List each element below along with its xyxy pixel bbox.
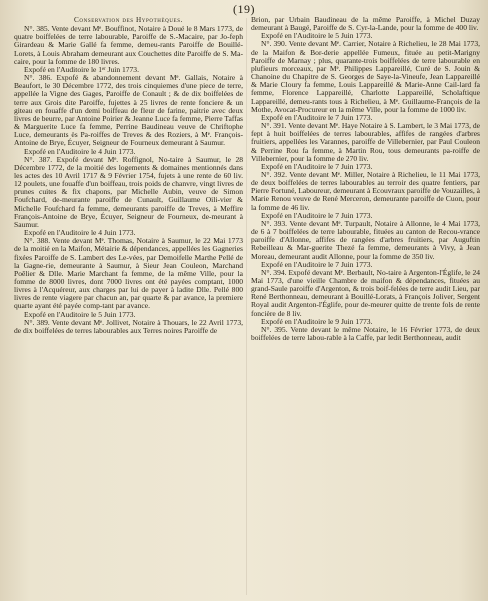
expose-line: Expofé en l'Auditoire le 5 Juin 1773.	[261, 31, 373, 41]
expose-line: Expofé en l'Auditoire le 7 Juin 1773.	[261, 259, 373, 269]
left-column	[14, 16, 243, 597]
page-number: (19)	[233, 2, 255, 16]
expose-line: Expofé en l'Auditoire le 7 Juin 1773.	[261, 112, 373, 122]
entry-389: N°. 389. Vente devant Mᵉ. Jollivet, Notaire à Thouars, le 22 Avril 1773, de dix boiffelées de terres labourables aux Terres noires Paroiffe de	[14, 317, 243, 335]
expose-line: Expofé en l'Auditoire le 7 Juin 1773.	[261, 210, 373, 220]
expose-line: Expofé en l'Auditoire le 4 Juin 1773.	[24, 146, 136, 156]
expose-line: Expofé en l'Auditoire le 5 Juin 1773.	[24, 309, 136, 319]
entry-393: N°. 393. Vente devant Mᵉ. Turpault, Notaire à Allonne, le 4 Mai 1773, de 6 à 7 boiffelées de terre labourable, fituées au canton de Recou-vrance paroiffe d'Allonne, affifes de rangées d'arbres fruitiers, par Auguftin Rebeilleau & Mar-guerite Thezé fa femme, demeurants à Vivy, à Jean Moreau, demeurant audit Allonne, pour la fomme de 350 liv.	[251, 218, 480, 261]
entry-395: N°. 395. Vente devant le même Notaire, le 16 Février 1773, de deux boiffelées de terre labou-rable à la Caffe, par ledit Berthonneau, audit	[251, 324, 480, 343]
entry-389-continued: Brion, par Urbain Baudineau de la même Paroiffe, à Michel Duzay demeurant à Baugé, Paroiffe de S. Cyr-la-Lande, pour la fomme de 400 liv.	[251, 16, 480, 33]
right-column	[251, 16, 480, 597]
entry-391: N°. 391. Vente devant Mᵉ. Haye Notaire à S. Lambert, le 3 Mai 1773, de fept à huit boiffelées de terres labourables, affifes de rangées d'arbres fruitiers, appellées les Varannes, paroiffe de Villebernier, par Paul Couleon & Perrine Rou fa femme, à Martin Rou, tous demeurants pa-roiffe de Villebernier, pour la fomme de 270 liv.	[251, 121, 480, 163]
expose-line: Expofé en l'Auditoire le 4 Juin 1773.	[24, 228, 136, 238]
expose-line: Expofé en l'Auditoire le 9 Juin 1773.	[261, 316, 373, 326]
entry-388: N°. 388. Vente devant Mᵉ. Thomas, Notaire à Saumur, le 22 Mai 1773 de la moitié en la Maifon, Métairie & dépendances, appellées les Gagneries fixées Paroiffe de S. Lambert des Le-vées, par Demoifelle Marthe Pellé de la Gagne-rie, demeurante à Saumur, à Sieur Jean Couleon, Marchand Poêlier & Dlle. Marie Marchant fa femme, de la même Ville, pour la fomme de 8000 livres, dont 7000 livres ont été payées comptant, 1000 livres à l'Acquéreur, aux charges par lui de payer à ladite Dlle. Pellé 800 livres de rente viagere par chacun an, par quarte & par avance, la premiere quarte ayant été payée comp-tant par avance.	[14, 236, 243, 311]
expose-line: Expofé en l'Auditoire le 1ᵉʳ Juin 1773.	[24, 64, 139, 74]
section-heading: Conservation des Hypothèques.	[74, 16, 183, 24]
text-columns	[14, 16, 480, 597]
entry-385: N°. 385. Vente devant Mᵉ. Bouffinot, Notaire à Doué le 8 Mars 1773, de quatre boiffelées de terre labourable, Paroiffe de S.-Macaire, par Jo-feph Girardeau & Marie Gallé fa femme, demeu-rants Paroiffe de Bouillé-Lorets, à Louis Abraham demeurant aux Couchettes dite Paroiffe de S. Ma-caire, pour la fomme de 180 livres.	[14, 24, 243, 66]
expose-line: Expofé en l'Auditoire le 7 Juin 1773.	[261, 161, 373, 171]
entry-390: N°. 390. Vente devant Mᵉ. Carrier, Notaire à Richelieu, le 28 Mai 1773, de la Maifon & Bor-derie appellée Fumeux, fituée au petit-Marigny Paroiffe de Marnay ; plus, quarante-trois boiffelées de terre labourable en plufieurs morceaux, par Mᵉ. Philippes Lappareillé, Curé de S. Jouin & Chanoine du Chapitre de S. Georges de Saye-la-Vineufe, Jean Lappareillé & Marie Cloury fa femme, Louis Lappareillé & Marie-Anne Cail-lard fa femme, Florence Lappareillé, Charlotte Lappareillé, Scholaftique Lappareillé, demeu-rants tous à Richelieu, à Mᵉ. Guillaume-François de la Mothe, Avocat-Procureur en la même Ville, pour la fomme de 1000 liv.	[251, 39, 480, 114]
entry-394: N°. 394. Expofé devant Mᵉ. Berbault, No-taire à Argenton-l'Églife, le 24 Mai 1773, d'une vieille Chambre de maifon & dépendances, fituées au grand-Saule paroiffe d'Argenton, & trois boif-felées de terre audit Lieu, par René Berthonneau, demeurant à Bouillé-Lorats, à François Joliver, Sergent Royal audit Argenton-l'Églife, pour de-meurer quitte de trente fols de rente foncière de 8 liv.	[251, 267, 480, 318]
entry-386: N°. 386. Expofé & abandonnement devant Mᵉ. Gallais, Notaire à Beaufort, le 30 Décembre 1772, des trois cinquiemes d'une piece de terre, appellée la Vigne des Gages, Paroiffe de Conault ; & de dix boiffelées de terre aux Grois dite Paroiffe, fujettes à 25 livres de rente fonciere & un giteau en fouaffe d'un demi boiffeau de fleur de farine, paitrie avec deux livres de beurre, par Antoine Poirier & Jeanne Luce fa femme, Pierre Taffas & Marguerite Luce fa femme, Perrine Baudineau veuve de Chriftophe Luce, demeurants ès Pa-roiffes de Treves & des Roziers, à Mᵉ. François-Antoine de Brye, Écuyer, Seigneur de Fourneux demeurant à Saumur.	[14, 73, 243, 148]
entry-387: N°. 387. Expofé devant Mᵉ. Roffignol, No-taire à Saumur, le 28 Décembre 1772, de la moitié des logements & domaines mentionnés dans les actes des 10 Avril 1717 & 9 Février 1754, fujets à une rente de 60 liv. 12 poulets, une fouaffe d'un boiffeau, trois poids de chanvre, vingt livres de prunes cuites & fix chapons, par Michelle Aubin, veuve de Simon Foufchard, de-meurante paroiffe de Cunault, Guillaume Oili-vier & Michelle Foufchard fa femme, demeurants paroiffe de Treves, à Meffire François-Antoine de Brye, Écuyer, Seigneur de Fourneux, de-meurant à Saumur.	[14, 154, 243, 229]
entry-392: N°. 392. Vente devant Mᵉ. Miller, Notaire à Richelieu, le 11 Mai 1773, de deux boiffelées de terres labourables au terroir des quatre fentiers, par Pierre Fortuné, Laboureur, demeurant à Ecouvraux paroiffe de Vouzailles, à Marie Renou veuve de René Merceron, demeurante paroiffe de Cuon, pour la fomme de 46 liv.	[251, 169, 480, 212]
